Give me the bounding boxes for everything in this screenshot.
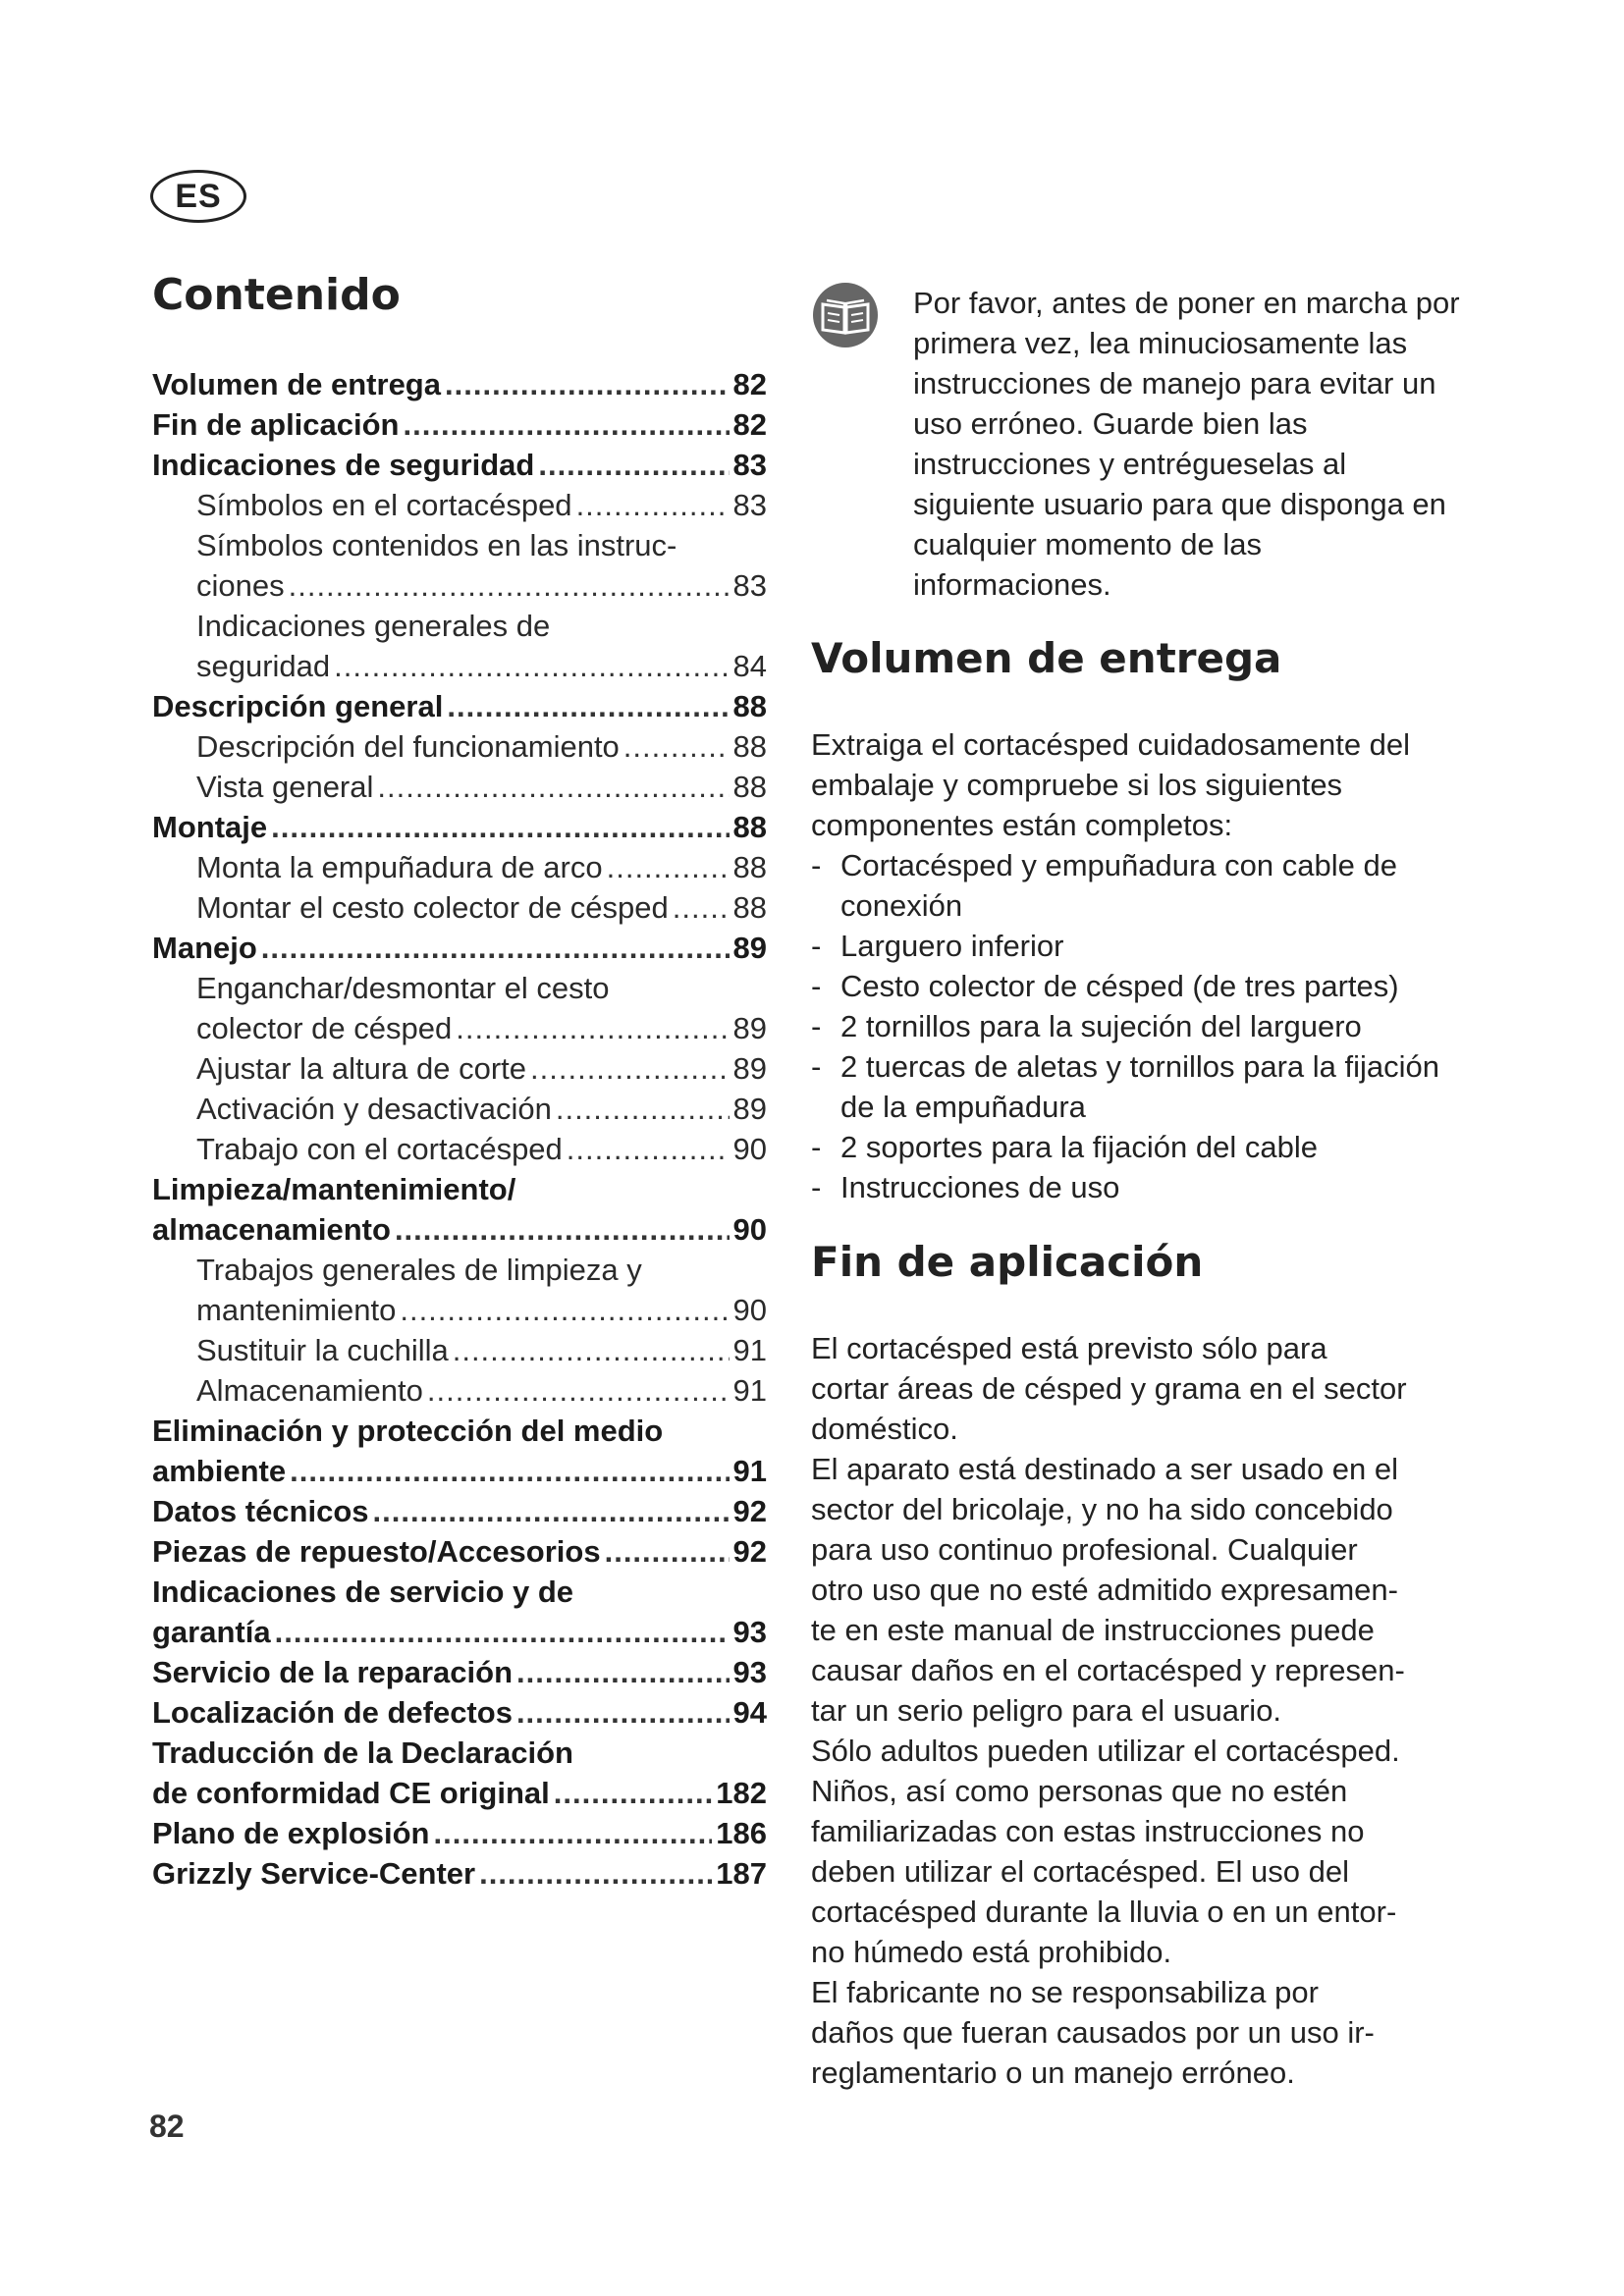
delivery-lead: Extraiga el cortacésped cuidadosamente del embalaje y compruebe si los siguientes componentes están completos: — [811, 727, 1411, 842]
text-line: Niños, así como personas que no estén — [811, 1774, 1348, 1808]
toc-entry[interactable]: Descripción general ..... 88 — [152, 686, 767, 726]
toc-entry[interactable]: Manejo ..... 89 — [152, 928, 767, 968]
table-of-contents — [152, 364, 767, 1894]
list-item: - 2 soportes para la fijación del cable — [811, 1127, 1469, 1167]
toc-entry-line: Eliminación y protección del medio — [152, 1414, 664, 1448]
toc-title: Contenido — [152, 270, 401, 320]
text-line: familiarizadas con estas instrucciones no — [811, 1814, 1365, 1848]
text-line: no húmedo está prohibido. — [811, 1935, 1172, 1969]
toc-subentry[interactable]: Ajustar la altura de corte ..... 89 — [152, 1048, 767, 1089]
text-line: El fabricante no se responsabiliza por — [811, 1975, 1319, 2009]
toc-entry[interactable]: Fin de aplicación ..... 82 — [152, 404, 767, 445]
text-line: El cortacésped está previsto sólo para — [811, 1331, 1327, 1365]
text-line: doméstico. — [811, 1412, 958, 1446]
text-line: deben utilizar el cortacésped. El uso del — [811, 1854, 1349, 1889]
toc-entry[interactable]: Montaje ..... 88 — [152, 807, 767, 847]
toc-subentry-line: Símbolos contenidos en las instruc- — [196, 528, 677, 562]
list-item: - 2 tornillos para la sujeción del larguero — [811, 1006, 1469, 1046]
toc-entry[interactable]: Volumen de entrega ..... 82 — [152, 364, 767, 404]
delivery-heading: Volumen de entrega — [811, 634, 1282, 682]
text-line: cortar áreas de césped y grama en el sector — [811, 1371, 1407, 1406]
toc-subentry-line: Trabajos generales de limpieza y — [196, 1253, 642, 1287]
text-line: daños que fueran causados por un uso ir- — [811, 2015, 1375, 2050]
toc-subentry[interactable]: mantenimiento ..... 90 — [152, 1290, 767, 1330]
language-badge: ES — [150, 170, 246, 223]
toc-entry[interactable]: Grizzly Service-Center ..... 187 — [152, 1853, 767, 1894]
text-line: te en este manual de instrucciones puede — [811, 1613, 1375, 1647]
toc-subentry[interactable]: Sustituir la cuchilla ..... 91 — [152, 1330, 767, 1370]
purpose-heading: Fin de aplicación — [811, 1238, 1204, 1286]
toc-entry[interactable]: Plano de explosión ..... 186 — [152, 1813, 767, 1853]
toc-subentry[interactable]: Activación y desactivación ..... 89 — [152, 1089, 767, 1129]
toc-subentry[interactable]: Trabajo con el cortacésped ..... 90 — [152, 1129, 767, 1169]
text-line: El aparato está destinado a ser usado en el — [811, 1452, 1399, 1486]
list-item: - Cesto colector de césped (de tres partes) — [811, 966, 1469, 1006]
list-item: - 2 tuercas de aletas y tornillos para la fijación de la empuñadura — [811, 1046, 1469, 1127]
toc-subentry[interactable]: Símbolos en el cortacésped ..... 83 — [152, 485, 767, 525]
intro-note: Por favor, antes de poner en marcha por primera vez, lea minuciosamente las instrucciones de manejo para evitar un uso erróneo. Guarde bien las instrucciones y entrégueselas al siguiente usuario para que disponga en cualquier momento de las informaciones. — [913, 286, 1460, 602]
text-line: otro uso que no esté admitido expresamen- — [811, 1573, 1398, 1607]
text-line: cortacésped durante la lluvia o en un entor- — [811, 1895, 1397, 1929]
toc-entry[interactable]: almacenamiento ..... 90 — [152, 1209, 767, 1250]
toc-entry-line: Indicaciones de servicio y de — [152, 1575, 574, 1609]
text-line: sector del bricolaje, y no ha sido concebido — [811, 1492, 1393, 1526]
toc-entry[interactable]: garantía ..... 93 — [152, 1612, 767, 1652]
toc-entry[interactable]: de conformidad CE original ..... 182 — [152, 1773, 767, 1813]
toc-subentry[interactable]: Descripción del funcionamiento ..... 88 — [152, 726, 767, 767]
toc-entry[interactable]: ambiente ..... 91 — [152, 1451, 767, 1491]
purpose-text — [811, 1328, 1469, 2093]
toc-subentry[interactable]: colector de césped ..... 89 — [152, 1008, 767, 1048]
page-number: 82 — [149, 2109, 185, 2144]
text-line: causar daños en el cortacésped y represen- — [811, 1653, 1405, 1687]
toc-entry[interactable]: Datos técnicos ..... 92 — [152, 1491, 767, 1531]
toc-entry[interactable]: Localización de defectos ..... 94 — [152, 1692, 767, 1733]
list-item: - Larguero inferior — [811, 926, 1469, 966]
delivery-list — [811, 845, 1469, 1207]
list-item: - Cortacésped y empuñadura con cable de conexión — [811, 845, 1469, 926]
toc-subentry[interactable]: Monta la empuñadura de arco ..... 88 — [152, 847, 767, 887]
book-icon — [811, 281, 880, 349]
toc-subentry-line: Indicaciones generales de — [196, 609, 551, 643]
toc-subentry[interactable]: Almacenamiento ..... 91 — [152, 1370, 767, 1411]
text-line: Sólo adultos pueden utilizar el cortacésped. — [811, 1734, 1400, 1768]
text-line: reglamentario o un manejo erróneo. — [811, 2056, 1295, 2090]
toc-entry[interactable]: Indicaciones de seguridad ..... 83 — [152, 445, 767, 485]
toc-subentry[interactable]: Montar el cesto colector de césped ..... 88 — [152, 887, 767, 928]
toc-entry[interactable]: Piezas de repuesto/Accesorios ..... 92 — [152, 1531, 767, 1572]
text-line: para uso continuo profesional. Cualquier — [811, 1532, 1358, 1567]
list-item: - Instrucciones de uso — [811, 1167, 1469, 1207]
toc-subentry[interactable]: Vista general ..... 88 — [152, 767, 767, 807]
toc-entry-line: Limpieza/mantenimiento/ — [152, 1172, 516, 1206]
toc-entry[interactable]: Servicio de la reparación ..... 93 — [152, 1652, 767, 1692]
text-line: tar un serio peligro para el usuario. — [811, 1693, 1282, 1728]
toc-subentry[interactable]: ciones ..... 83 — [152, 565, 767, 606]
toc-subentry[interactable]: seguridad ..... 84 — [152, 646, 767, 686]
toc-entry-line: Traducción de la Declaración — [152, 1735, 573, 1770]
toc-subentry-line: Enganchar/desmontar el cesto — [196, 971, 610, 1005]
